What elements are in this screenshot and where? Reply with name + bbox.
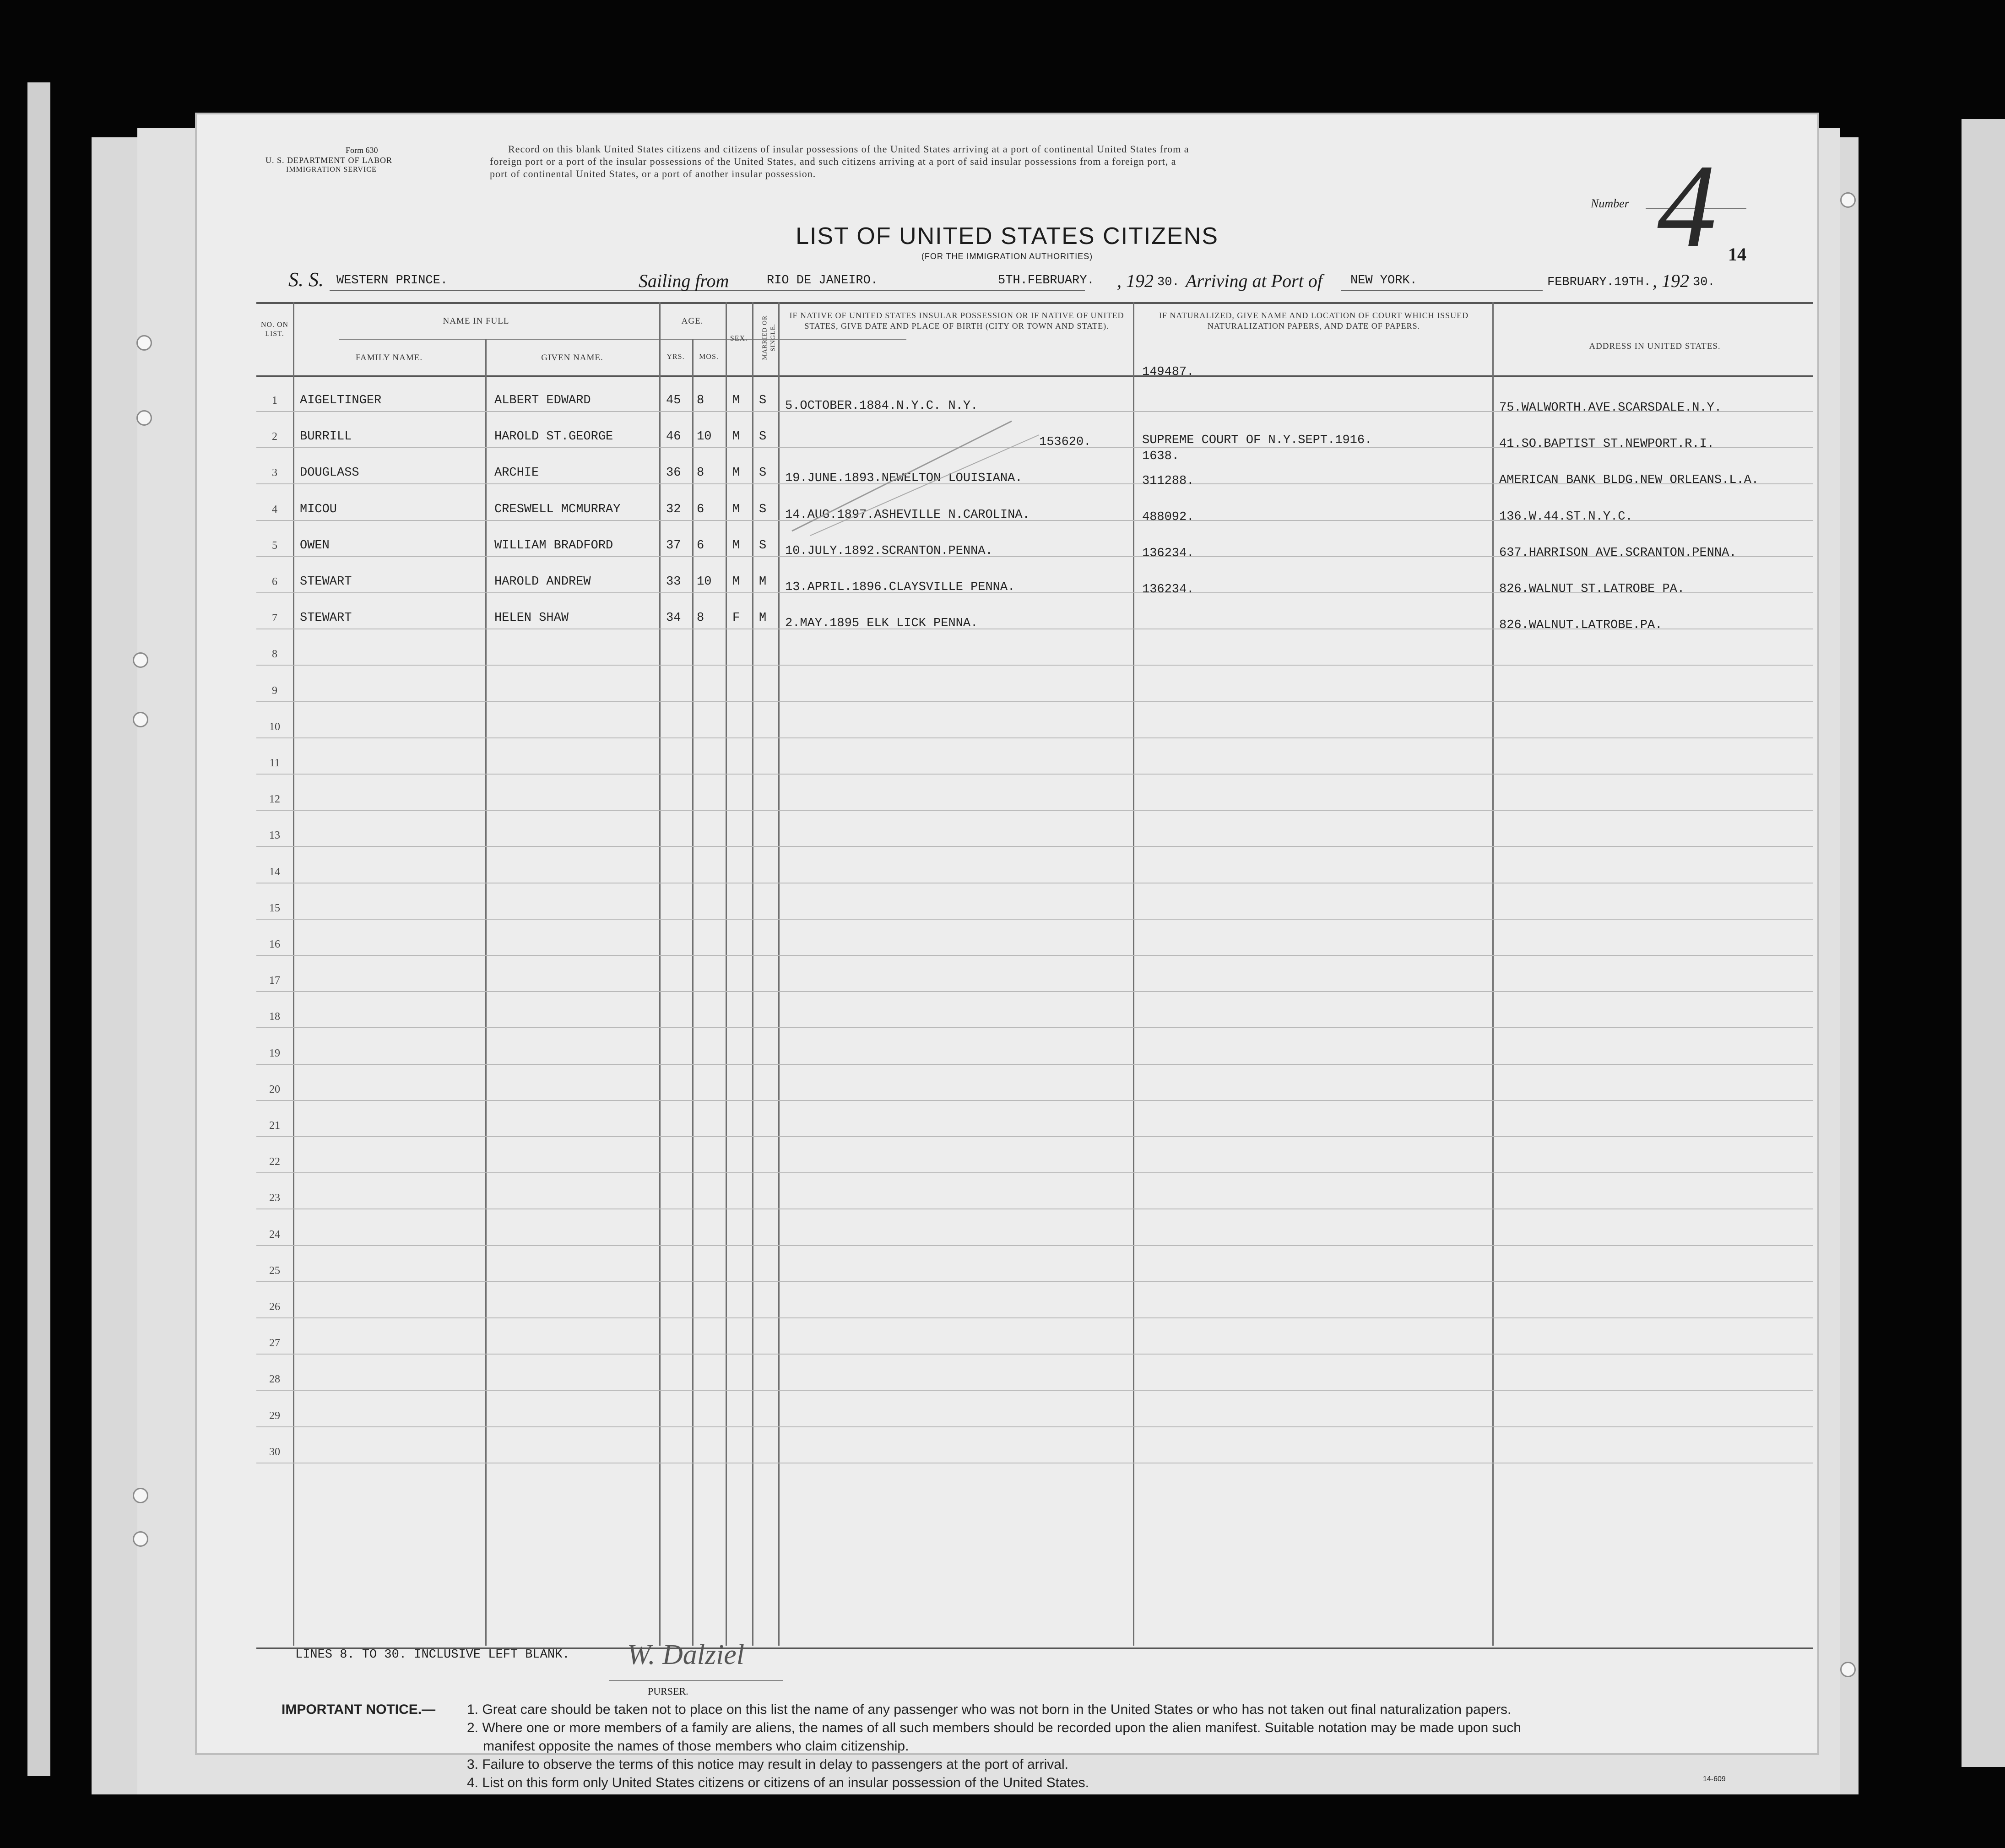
row-number: 6 (272, 576, 277, 588)
age-years: 37 (666, 539, 681, 553)
row-rule (256, 955, 1813, 956)
row-number: 12 (269, 793, 280, 805)
birth-date-place: 14.AUG.1897.ASHEVILLE N.CAROLINA. (785, 508, 1030, 522)
naturalization-info: 136234. (1142, 583, 1194, 596)
department: U. S. DEPARTMENT OF LABOR (266, 156, 392, 165)
header-bottom-rule (256, 375, 1813, 377)
sailing-label: Sailing from (639, 271, 729, 291)
family-name: AIGELTINGER (300, 394, 382, 407)
arrival-date: FEBRUARY.19TH. (1547, 276, 1651, 289)
notice-item: 1. Great care should be taken not to place on this list the name of any passenger who was not born in the United States or who has not taken out final naturalization papers. (467, 1702, 1512, 1717)
sex: M (732, 394, 740, 407)
instruction-line: port of continental United States, or a port of another insular possession. (490, 168, 816, 179)
marital-status: S (759, 539, 767, 553)
from-underline (760, 290, 1085, 291)
us-address: 826.WALNUT.LATROBE.PA. (1499, 618, 1663, 632)
year-prefix-arrival: , 192 (1653, 271, 1689, 291)
row-rule (256, 919, 1813, 920)
row-rule (256, 810, 1813, 811)
row-number: 25 (269, 1265, 280, 1277)
row-number: 27 (269, 1337, 280, 1349)
marital-status: S (759, 503, 767, 516)
important-notice-title: IMPORTANT NOTICE.— (282, 1702, 436, 1717)
column-divider (659, 302, 661, 1646)
naturalization-info: 488092. (1142, 510, 1194, 524)
blank-lines-note: LINES 8. TO 30. INCLUSIVE LEFT BLANK. (295, 1648, 570, 1662)
header-no-on-list: NO. ON LIST. (260, 321, 289, 338)
number-label: Number (1591, 197, 1629, 210)
row-number: 29 (269, 1410, 280, 1422)
age-years: 46 (666, 430, 681, 444)
age-years: 34 (666, 611, 681, 625)
row-number: 3 (272, 467, 277, 479)
age-years: 33 (666, 575, 681, 589)
header-sex: SEX. (730, 335, 748, 342)
age-months: 6 (697, 539, 704, 553)
year-suffix-sailing: 30. (1157, 276, 1180, 289)
naturalization-info: SUPREME COURT OF N.Y.SEPT.1916. (1142, 434, 1372, 447)
purser-signature: W. Dalziel (627, 1639, 745, 1670)
row-number: 21 (269, 1120, 280, 1132)
notice-item: 4. List on this form only United States citizens or citizens of an insular possession of the United States. (467, 1775, 1089, 1790)
birth-date-place: 5.OCTOBER.1884.N.Y.C. N.Y. (785, 399, 978, 413)
us-address: 136.W.44.ST.N.Y.C. (1499, 510, 1633, 524)
row-number: 26 (269, 1301, 280, 1313)
birth-date-place: 2.MAY.1895 ELK LICK PENNA. (785, 617, 978, 630)
marital-status: M (759, 575, 767, 589)
pencil-strike-marks (783, 407, 1057, 545)
row-number: 9 (272, 685, 277, 697)
year-prefix-sailing: , 192 (1117, 271, 1154, 291)
row-rule (256, 1136, 1813, 1137)
marital-status: S (759, 430, 767, 444)
birth-date-place: 13.APRIL.1896.CLAYSVILLE PENNA. (785, 580, 1015, 594)
age-years: 36 (666, 466, 681, 480)
age-months: 8 (697, 466, 704, 480)
instructions (490, 143, 1726, 180)
arrival-underline (1341, 290, 1543, 291)
sex: M (732, 539, 740, 553)
row-rule (256, 665, 1813, 666)
naturalization-info-2: 1638. (1142, 450, 1180, 463)
row-rule (256, 774, 1813, 775)
row-number: 17 (269, 975, 280, 986)
form-number: Form 630 (346, 146, 378, 155)
age-months: 8 (697, 611, 704, 625)
row-number: 8 (272, 648, 277, 660)
age-months: 10 (697, 575, 712, 589)
binder-hole (136, 335, 152, 351)
row-number: 5 (272, 540, 277, 552)
row-rule (256, 1426, 1813, 1427)
row-number: 4 (272, 504, 277, 515)
column-divider (778, 302, 780, 1646)
column-divider (692, 339, 694, 1646)
age-months: 8 (697, 394, 704, 407)
ship-name: WESTERN PRINCE. (336, 274, 448, 287)
row-number: 18 (269, 1011, 280, 1023)
row-number: 30 (269, 1446, 280, 1458)
row-number: 19 (269, 1047, 280, 1059)
row-rule (256, 1354, 1813, 1355)
sex: M (732, 503, 740, 516)
row-number: 14 (269, 866, 280, 878)
row-rule (256, 991, 1813, 992)
sex: M (732, 466, 740, 480)
marital-status: S (759, 466, 767, 480)
birth-date-place: 19.JUNE.1893.NEWELTON LOUISIANA. (785, 471, 1023, 485)
naturalization-info: 149487. (1142, 365, 1194, 379)
column-divider (1492, 302, 1494, 1646)
binder-hole (133, 712, 148, 727)
row-rule (256, 1245, 1813, 1246)
age-months: 10 (697, 430, 712, 444)
us-address: 75.WALWORTH.AVE.SCARSDALE.N.Y. (1499, 401, 1722, 415)
row-rule (256, 1281, 1813, 1282)
column-divider (485, 339, 487, 1646)
ss-label: S. S. (288, 268, 324, 291)
arrival-port: NEW YORK. (1350, 274, 1417, 287)
marital-status: S (759, 394, 767, 407)
row-rule (256, 846, 1813, 847)
row-number: 15 (269, 902, 280, 914)
manifest-sheet (197, 114, 1817, 1790)
row-number: 24 (269, 1229, 280, 1241)
header-yrs: YRS. (667, 353, 685, 361)
row-rule (256, 701, 1813, 702)
arriving-label: Arriving at Port of (1186, 271, 1322, 291)
sex: M (732, 430, 740, 444)
header-married-or-single: MARRIED OR SINGLE. (761, 315, 776, 360)
given-name: CRESWELL MCMURRAY (494, 503, 621, 516)
notice-item: 2. Where one or more members of a family are aliens, the names of all such members should be recorded upon the alien manifest. Suitable notation may be made upon such (467, 1720, 1521, 1735)
birth-date-place: 153620. (1039, 435, 1091, 449)
given-name: HELEN SHAW (494, 611, 569, 625)
naturalization-info: 136234. (1142, 547, 1194, 560)
header-family-name: FAMILY NAME. (355, 353, 423, 363)
form-code: 14-609 (1703, 1775, 1726, 1783)
row-number: 11 (269, 757, 280, 769)
naturalization-info: 311288. (1142, 474, 1194, 488)
header-mid-rule (339, 339, 906, 340)
page-number: 14 (1728, 244, 1746, 265)
row-number: 1 (272, 395, 277, 406)
given-name: HAROLD ST.GEORGE (494, 430, 613, 444)
row-rule (256, 737, 1813, 738)
binder-hole (136, 410, 152, 426)
number-value: 4 (1657, 140, 1717, 272)
header-given-name: GIVEN NAME. (541, 353, 603, 363)
header-mos: MOS. (699, 353, 719, 361)
notice-item: manifest opposite the names of those members who claim citizenship. (483, 1739, 909, 1754)
year-suffix-arrival: 30. (1693, 276, 1715, 289)
sex: M (732, 575, 740, 589)
row-number: 28 (269, 1373, 280, 1385)
back-sheet-left (27, 82, 50, 1776)
sex: F (732, 611, 740, 625)
binder-hole (1840, 1662, 1856, 1677)
row-rule (256, 1027, 1813, 1028)
service: IMMIGRATION SERVICE (286, 166, 377, 173)
us-address: AMERICAN BANK BLDG.NEW ORLEANS.L.A. (1499, 473, 1759, 487)
header-birth: IF NATIVE OF UNITED STATES INSULAR POSSESSION OR IF NATIVE OF UNITED STATES, GIVE DATE AND PLACE OF BIRTH (CITY OR TOWN AND STATE). (789, 311, 1124, 331)
age-years: 45 (666, 394, 681, 407)
family-name: STEWART (300, 575, 352, 589)
binder-hole (133, 652, 148, 668)
us-address: 41.SO.BAPTIST ST.NEWPORT.R.I. (1499, 437, 1714, 451)
family-name: OWEN (300, 539, 330, 553)
age-years: 32 (666, 503, 681, 516)
notice-item: 3. Failure to observe the terms of this notice may result in delay to passengers at the port of arrival. (467, 1757, 1068, 1772)
instruction-line: Record on this blank United States citizens and citizens of insular possessions of the United States arriving at a port of continental United States from a (508, 143, 1189, 155)
row-rule (256, 1172, 1813, 1173)
title: LIST OF UNITED STATES CITIZENS (796, 223, 1219, 249)
row-number: 7 (272, 612, 277, 624)
given-name: WILLIAM BRADFORD (494, 539, 613, 553)
row-rule (256, 1390, 1813, 1391)
row-number: 20 (269, 1084, 280, 1095)
binder-hole (1840, 192, 1856, 208)
signature-underline (609, 1680, 783, 1681)
row-number: 16 (269, 938, 280, 950)
family-name: DOUGLASS (300, 466, 359, 480)
row-number: 10 (269, 721, 280, 733)
subtitle: (FOR THE IMMIGRATION AUTHORITIES) (921, 252, 1093, 261)
row-number: 22 (269, 1156, 280, 1168)
row-rule (256, 1064, 1813, 1065)
header-address: ADDRESS IN UNITED STATES. (1589, 341, 1721, 351)
given-name: ARCHIE (494, 466, 539, 480)
from-port: RIO DE JANEIRO. (767, 274, 878, 287)
marital-status: M (759, 611, 767, 625)
family-name: STEWART (300, 611, 352, 625)
row-number: 2 (272, 431, 277, 443)
birth-date-place: 10.JULY.1892.SCRANTON.PENNA. (785, 544, 993, 558)
binder-hole (133, 1531, 148, 1547)
row-number: 13 (269, 829, 280, 841)
binder-hole (133, 1488, 148, 1503)
header-name-in-full: NAME IN FULL (443, 316, 509, 326)
row-number: 23 (269, 1192, 280, 1204)
us-address: 826.WALNUT ST.LATROBE PA. (1499, 582, 1685, 596)
header-naturalized: IF NATURALIZED, GIVE NAME AND LOCATION OF COURT WHICH ISSUED NATURALIZATION PAPERS, AND DATE OF PAPERS. (1159, 311, 1469, 331)
back-sheet-right (1962, 119, 2005, 1767)
sailing-date: 5TH.FEBRUARY. (998, 274, 1095, 287)
column-divider (293, 302, 294, 1646)
column-divider (726, 302, 727, 1646)
column-divider (752, 302, 753, 1646)
family-name: BURRILL (300, 430, 352, 444)
age-months: 6 (697, 503, 704, 516)
given-name: HAROLD ANDREW (494, 575, 591, 589)
family-name: MICOU (300, 503, 337, 516)
header-age: AGE. (681, 316, 704, 326)
us-address: 637.HARRISON AVE.SCRANTON.PENNA. (1499, 546, 1737, 560)
column-divider (1133, 302, 1134, 1646)
row-rule (256, 1100, 1813, 1101)
instruction-line: foreign port or a port of the insular possessions of the United States, and such citizens arriving at a port of said insular possessions from a foreign port, a (490, 156, 1176, 167)
given-name: ALBERT EDWARD (494, 394, 591, 407)
purser-label: PURSER. (648, 1685, 688, 1697)
row-rule (256, 1317, 1813, 1318)
